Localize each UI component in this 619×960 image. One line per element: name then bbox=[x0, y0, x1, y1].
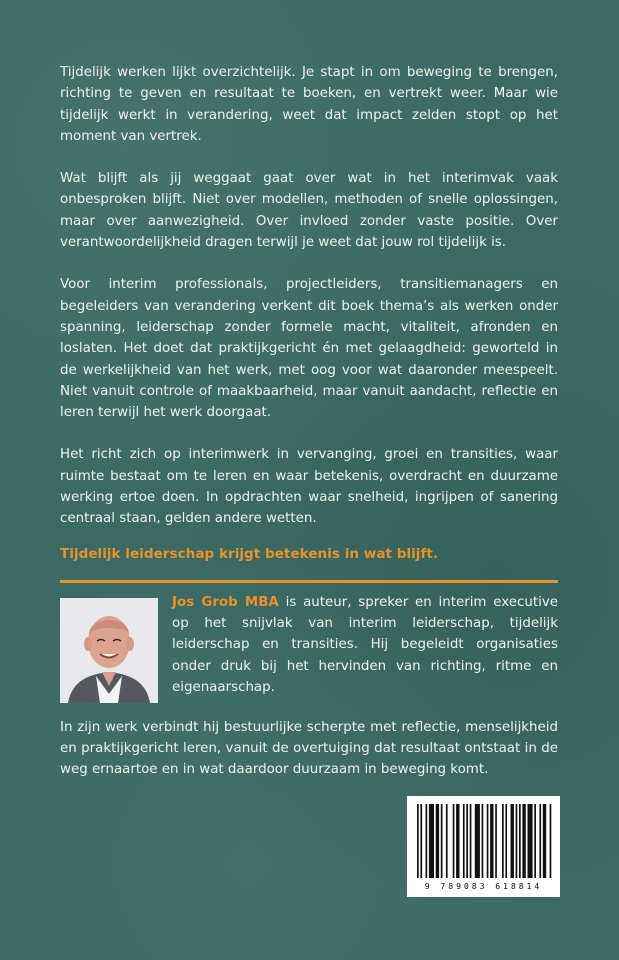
barcode-bar bbox=[470, 804, 472, 878]
barcode-bar bbox=[463, 804, 465, 878]
barcode-bar bbox=[534, 804, 536, 878]
barcode-bar bbox=[502, 804, 504, 878]
barcode-bar bbox=[417, 804, 419, 878]
barcode-bar bbox=[543, 804, 546, 878]
blurb-paragraph-4: Het richt zich op interimwerk in vervanging, groei en transities, waar ruimte bestaat om te leren en waar betekenis, overdracht en duurzame werking ertoe doen. In opdrachten waar snelheid, ingrijpen of sanering centraal staan, gelden andere wetten. bbox=[60, 447, 558, 527]
isbn-number: 9 789083 618814 bbox=[424, 881, 543, 891]
barcode-bar bbox=[475, 804, 480, 878]
barcode-bar bbox=[487, 804, 489, 878]
author-portrait-image bbox=[60, 598, 158, 703]
author-bio bbox=[172, 592, 558, 703]
barcode-bar bbox=[420, 804, 422, 878]
blurb-paragraph-2: Wat blijft als jij weggaat gaat over wat in het interimvak vaak onbesproken blijft. Niet over modellen, methoden of snelle oplossingen, maar over aanwezigheid. Over invloed zonder vaste positie. Over verantwoordelijkheid dragen terwijl je weet dat jouw rol tijdelijk is. bbox=[60, 171, 558, 251]
barcode-bar bbox=[453, 804, 455, 878]
barcode-bar bbox=[482, 804, 484, 878]
barcode-bar bbox=[516, 804, 518, 878]
barcode-bar bbox=[522, 804, 525, 878]
author-section bbox=[60, 594, 558, 703]
orange-divider bbox=[60, 580, 558, 583]
barcode-bar bbox=[490, 804, 493, 878]
author-name: Jos Grob MBA bbox=[172, 594, 279, 610]
barcode-bar bbox=[436, 804, 439, 878]
barcode-bar bbox=[426, 804, 428, 878]
barcode-bar bbox=[495, 804, 497, 878]
author-bio-paragraph-2: In zijn werk verbindt hij bestuurlijke scherpte met reflectie, menselijkheid en praktijkgericht leren, vanuit de overtuiging dat resultaat ontstaat in de weg ernaartoe en in wat daardoor duurzaam in beweging komt. bbox=[60, 719, 558, 778]
barcode-bar bbox=[505, 804, 507, 878]
blurb-paragraph-1: Tijdelijk werken lijkt overzichtelijk. Je stapt in om beweging te brengen, richting te geven en resultaat te boeken, en vertrekt weer. Maar wie tijdelijk werkt in verandering, weet dat impact zelden stopt op het moment van vertrek. bbox=[60, 65, 558, 144]
tagline: Tijdelijk leiderschap krijgt betekenis in wat blijft. bbox=[60, 545, 439, 562]
barcode-bar bbox=[528, 804, 533, 878]
barcode-bar bbox=[519, 804, 521, 878]
barcode-bar bbox=[446, 804, 448, 878]
barcode-bar bbox=[456, 804, 459, 878]
author-bio-text: is auteur, spreker en interim executive op het snijvlak van interim leiderschap, tijdelijk leiderschap en transities. Hij begeleidt organisaties onder druk bij het hervinden van richting, ritme en eigenaarschap. bbox=[172, 594, 558, 695]
barcode-bar bbox=[511, 804, 514, 878]
barcode-bar bbox=[539, 804, 541, 878]
barcode-bar bbox=[550, 804, 552, 878]
author-photo bbox=[60, 598, 158, 703]
barcode-bar bbox=[441, 804, 443, 878]
back-cover-text bbox=[60, 62, 558, 781]
isbn-barcode bbox=[407, 796, 560, 897]
barcode-bar bbox=[466, 804, 468, 878]
blurb-paragraph-3: Voor interim professionals, projectleiders, transitiemanagers en begeleiders van verandering verkent dit boek thema’s als werken onder spanning, leiderschap zonder formele macht, vitaliteit, afronden en loslaten. Het doet dat praktijkgericht én met gelaagdheid: geworteld in de werkelijkheid van het werk, met oog voor wat daaronder meespeelt. Niet vanuit controle of maakbaarheid, maar vanuit aandacht, reflectie en leren terwijl het werk doorgaat. bbox=[60, 277, 558, 421]
barcode-bar bbox=[429, 804, 434, 878]
